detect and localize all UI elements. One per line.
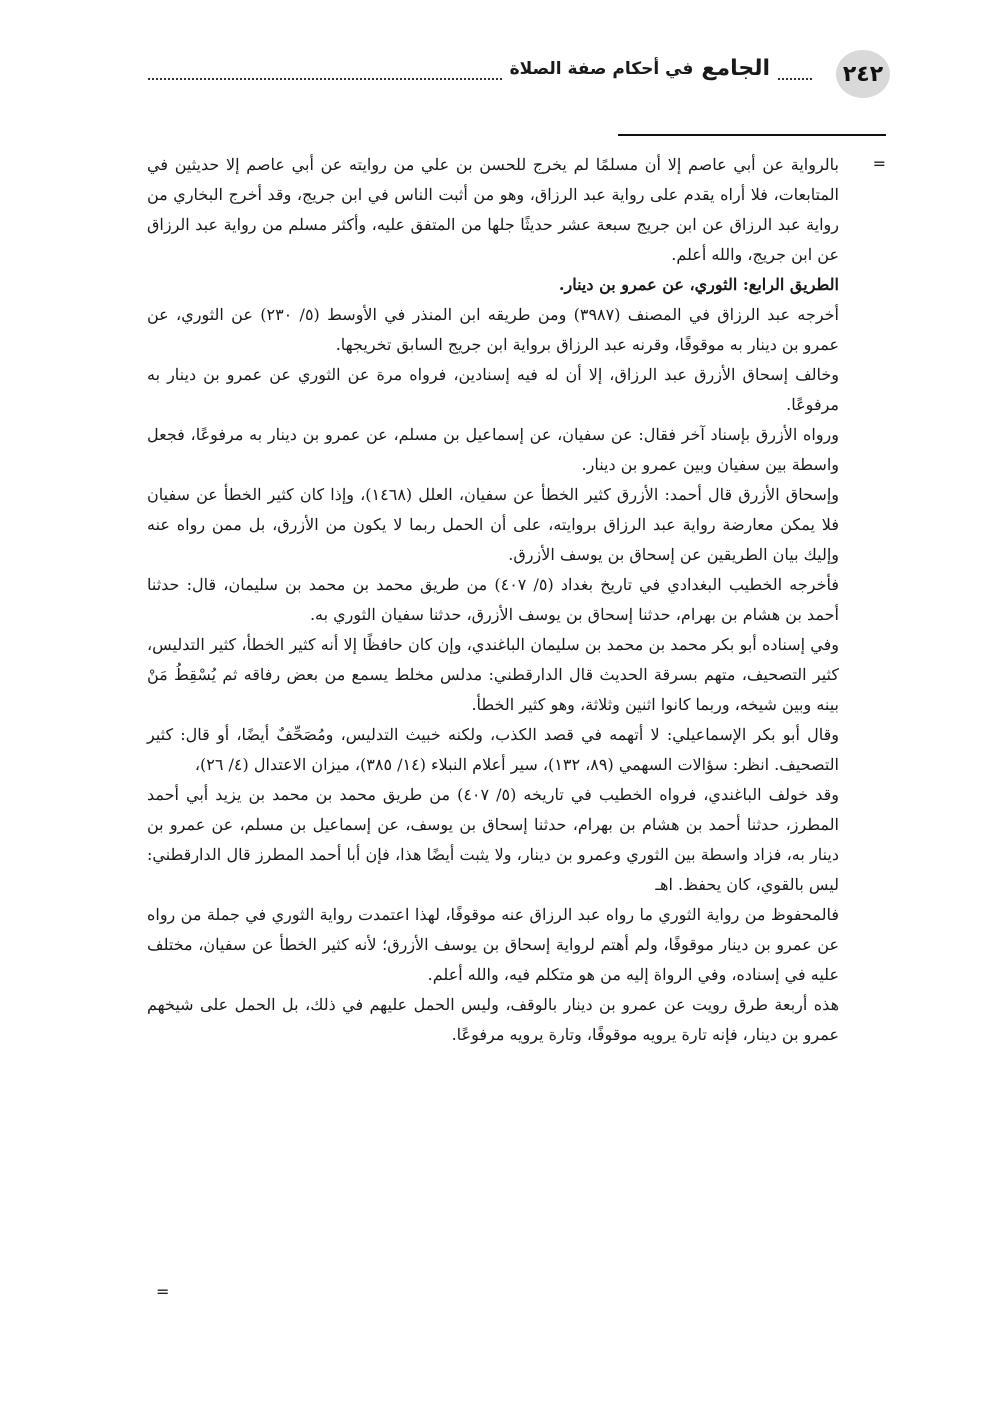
paragraph: فأخرجه الخطيب البغدادي في تاريخ بغداد (٥/ ٤٠٧) من طريق محمد بن محمد بن سليمان، قال: حدثنا أحمد بن هشام بن بهرام، حدثنا إسحاق بن يوسف الأزرق، حدثنا سفيان الثوري به. bbox=[147, 575, 839, 624]
paragraph: هذه أربعة طرق رويت عن عمرو بن دينار بالوقف، وليس الحمل عليهم في ذلك، بل الحمل على شيخهم عمرو بن دينار، فإنه تارة يرويه موقوفًا، وتارة يرويه مرفوعًا. bbox=[147, 995, 840, 1044]
paragraph: وفي إسناده أبو بكر محمد بن محمد بن سليمان الباغندي، وإن كان حافظًا إلا أنه كثير الخطأ، كثير التدليس، كثير التصحيف، متهم بسرقة الحديث قال الدارقطني: مدلس مخلط يسمع من بعض رفاقه ثم يُسْقِطُ مَنْ بينه وبين شيخه، وربما كانوا اثنين وثلاثة، وهو كثير الخطأ. bbox=[147, 635, 840, 714]
continuation-mark-top: = bbox=[872, 154, 886, 173]
page-number: ٢٤٢ bbox=[836, 50, 890, 98]
paragraph: وقد خولف الباغندي، فرواه الخطيب في تاريخه (٥/ ٤٠٧) من طريق محمد بن محمد بن يزيد أبي أحمد المطرز، حدثنا أحمد بن هشام بن بهرام، حدثنا إسحاق بن يوسف، عن إسماعيل بن مسلم، عن عمرو بن دينار به، فزاد واسطة بين الثوري وعمرو بن دينار، ولا يثبت أيضًا هذا، فإن أبا أحمد المطرز قال الدارقطني: ليس بالقوي، كان يحفظ. اهـ bbox=[147, 785, 840, 894]
running-title bbox=[148, 56, 812, 81]
footnote-separator bbox=[618, 134, 886, 136]
paragraph: ورواه الأزرق بإسناد آخر فقال: عن سفيان، عن إسماعيل بن مسلم، عن عمرو بن دينار به مرفوعًا، فجعل واسطة بين سفيان وبين عمرو بن دينار. bbox=[147, 425, 839, 474]
dot-leader-right bbox=[778, 62, 812, 80]
footnote-body bbox=[147, 150, 839, 1050]
paragraph: أخرجه عبد الرزاق في المصنف (٣٩٨٧) ومن طريقه ابن المنذر في الأوسط (٥/ ٢٣٠) عن الثوري، عن عمرو بن دينار به موقوفًا، وقرنه عبد الرزاق برواية ابن جريج السابق تخريجها. bbox=[147, 305, 839, 354]
paragraph: وقال أبو بكر الإسماعيلي: لا أتهمه في قصد الكذب، ولكنه خبيث التدليس، ومُصَحِّفٌ أيضًا، أو قال: كثير التصحيف. انظر: سؤالات السهمي (٨٩، ١٣٢)، سير أعلام النبلاء (١٤/ ٣٨٥)، ميزان الاعتدال (٤/ ٢٦)، bbox=[147, 725, 839, 774]
page-header bbox=[148, 50, 890, 98]
paragraph-continuation: بالرواية عن أبي عاصم إلا أن مسلمًا لم يخرج للحسن بن علي من روايته عن أبي عاصم إلا حديثين في المتابعات، فلا أراه يقدم على رواية عبد الرزاق، وهو من أثبت الناس في ابن جريج، وقد أخرج البخاري من رواية عبد الرزاق عن ابن جريج سبعة عشر حديثًا جلها من المتفق عليه، وأكثر مسلم من رواية عبد الرزاق عن ابن جريج، والله أعلم. bbox=[147, 155, 840, 264]
paragraph: وخالف إسحاق الأزرق عبد الرزاق، إلا أن له فيه إسنادين، فرواه مرة عن الثوري عن عمرو بن دينار به مرفوعًا. bbox=[147, 365, 839, 414]
dot-leader-left bbox=[148, 62, 502, 80]
book-title: الجامع bbox=[701, 56, 770, 81]
continuation-mark-bottom: = bbox=[156, 1282, 170, 1301]
book-subtitle: في أحكام صفة الصلاة bbox=[509, 58, 694, 79]
paragraph: وإسحاق الأزرق قال أحمد: الأزرق كثير الخطأ عن سفيان، العلل (١٤٦٨)، وإذا كان كثير الخطأ عن سفيان فلا يمكن معارضة رواية عبد الرزاق بروايته، على أن الحمل ربما لا يكون من الأزرق، بل ممن رواه عنه وإليك بيان الطريقين عن إسحاق بن يوسف الأزرق. bbox=[147, 485, 839, 564]
section-heading: الطريق الرابع: الثوري، عن عمرو بن دينار. bbox=[558, 275, 839, 294]
paragraph: فالمحفوظ من رواية الثوري ما رواه عبد الرزاق عنه موقوفًا، لهذا اعتمدت رواية الثوري في جملة من رواه عن عمرو بن دينار موقوفًا، ولم أهتم لرواية إسحاق بن يوسف الأزرق؛ لأنه كثير الخطأ عن سفيان، مختلف عليه في إسناده، وفي الرواة إليه من هو متكلم فيه، والله أعلم. bbox=[147, 905, 839, 984]
